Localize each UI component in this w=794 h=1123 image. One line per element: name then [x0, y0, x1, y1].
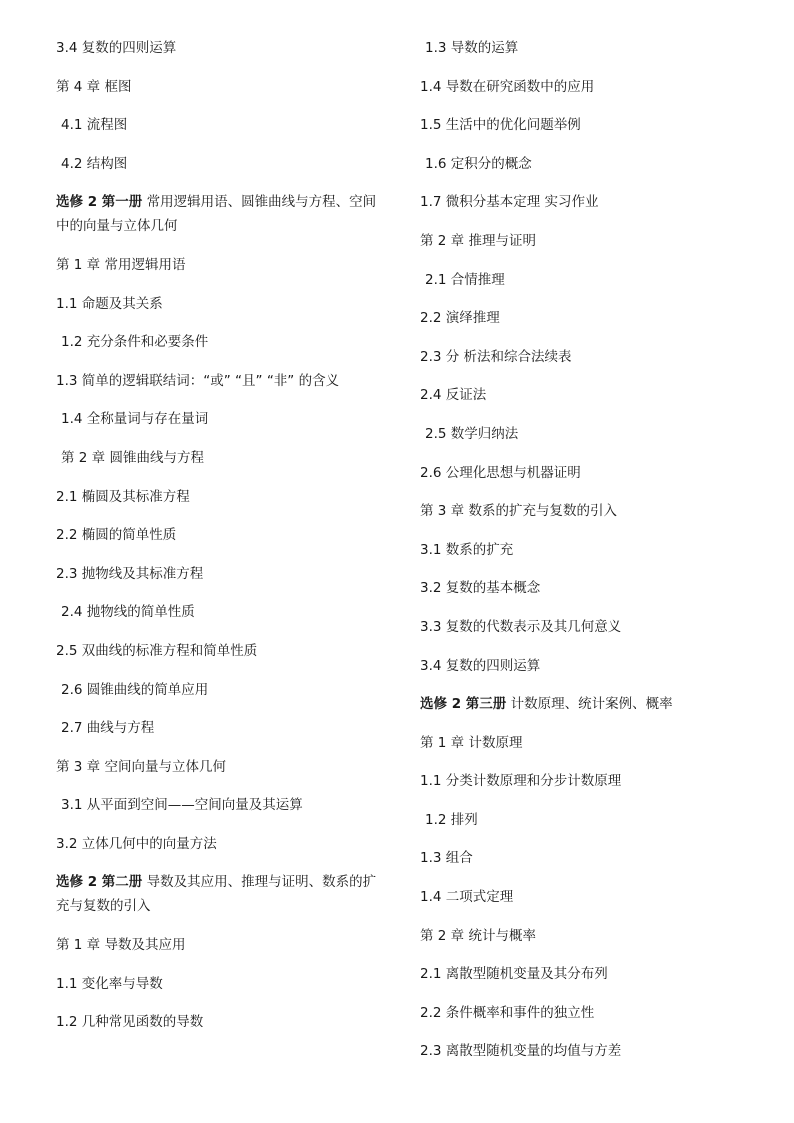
toc-entry-text: 2.6 公理化思想与机器证明: [420, 464, 581, 481]
toc-entry-text: 3.2 复数的基本概念: [420, 580, 541, 597]
toc-entry-text: 第 1 章 常用逻辑用语: [56, 256, 186, 273]
section-heading: [56, 870, 386, 918]
section-heading-label: 选修 2 第一册: [56, 194, 143, 211]
toc-entry-text: 导数及其应用、推理与证明、数系的扩充与复数的引入: [56, 874, 377, 915]
toc-entry-text: 第 3 章 空间向量与立体几何: [56, 758, 226, 775]
toc-entry: [420, 190, 750, 214]
toc-entry: [56, 793, 386, 817]
toc-entry: [56, 446, 386, 470]
toc-entry: [420, 924, 750, 948]
toc-entry-text: 4.1 流程图: [61, 117, 128, 134]
toc-entry-text: 2.2 条件概率和事件的独立性: [420, 1004, 595, 1021]
toc-entry: [420, 846, 750, 870]
toc-entry-text: 1.3 导数的运算: [425, 40, 519, 56]
toc-entry: [420, 268, 750, 292]
toc-entry: [420, 229, 750, 253]
toc-entry-text: 3.1 数系的扩充: [420, 541, 514, 558]
toc-entry: [420, 769, 750, 793]
toc-entry: [420, 615, 750, 639]
toc-entry: [56, 36, 386, 60]
toc-entry-text: 2.3 离散型随机变量的均值与方差: [420, 1043, 622, 1060]
toc-entry-text: 1.3 组合: [420, 850, 473, 867]
toc-entry: [56, 562, 386, 586]
toc-entry: [420, 808, 750, 832]
toc-entry: [420, 113, 750, 137]
toc-entry-text: 1.6 定积分的概念: [425, 155, 532, 172]
toc-entry-text: 2.1 合情推理: [425, 271, 505, 288]
toc-entry: [56, 113, 386, 137]
toc-entry: [420, 654, 750, 678]
toc-entry-text: 第 3 章 数系的扩充与复数的引入: [420, 503, 617, 520]
toc-entry: [56, 292, 386, 316]
toc-entry-text: 1.2 充分条件和必要条件: [61, 334, 209, 351]
toc-entry-text: 1.4 二项式定理: [420, 889, 514, 906]
toc-entry: [56, 639, 386, 663]
toc-entry-text: 3.4 复数的四则运算: [56, 40, 177, 56]
toc-entry: [420, 962, 750, 986]
toc-entry: [56, 678, 386, 702]
toc-entry-text: 1.4 全称量词与存在量词: [61, 411, 209, 428]
toc-entry-text: 2.1 椭圆及其标准方程: [56, 488, 190, 505]
toc-entry-text: 2.4 抛物线的简单性质: [61, 604, 195, 621]
toc-entry-text: 1.5 生活中的优化问题举例: [420, 117, 581, 134]
toc-entry: [420, 731, 750, 755]
right-column: [420, 36, 750, 1078]
section-heading: [56, 190, 386, 238]
toc-entry: [420, 576, 750, 600]
section-heading: [420, 692, 750, 716]
toc-entry-text: 1.1 分类计数原理和分步计数原理: [420, 773, 622, 790]
toc-entry: [420, 461, 750, 485]
toc-entry: [56, 600, 386, 624]
toc-entry-text: 1.3 简单的逻辑联结词：“或” “且” “非” 的含义: [56, 372, 340, 389]
toc-entry-text: 第 4 章 框图: [56, 78, 132, 95]
toc-entry: [420, 306, 750, 330]
toc-entry: [420, 885, 750, 909]
toc-entry: [420, 1001, 750, 1025]
toc-entry: [56, 933, 386, 957]
toc-entry-text: 1.2 排列: [425, 811, 478, 828]
toc-entry: [420, 422, 750, 446]
toc-entry-text: 3.1 从平面到空间——空间向量及其运算: [61, 797, 303, 814]
toc-entry-text: 第 2 章 推理与证明: [420, 232, 536, 249]
toc-entry-text: 3.3 复数的代数表示及其几何意义: [420, 618, 622, 635]
toc-entry: [56, 755, 386, 779]
toc-entry: [56, 330, 386, 354]
left-column: [56, 36, 386, 1049]
toc-entry: [420, 383, 750, 407]
toc-entry-text: 2.4 反证法: [420, 387, 487, 404]
toc-entry: [420, 499, 750, 523]
toc-entry-text: 1.1 变化率与导数: [56, 975, 163, 992]
toc-entry-text: 1.4 导数在研究函数中的应用: [420, 78, 595, 95]
toc-entry: [56, 716, 386, 740]
toc-entry-text: 2.2 演绎推理: [420, 310, 500, 327]
toc-entry-text: 第 2 章 统计与概率: [420, 927, 536, 944]
toc-entry: [56, 485, 386, 509]
toc-entry-text: 2.6 圆锥曲线的简单应用: [61, 681, 209, 698]
toc-entry-text: 第 1 章 计数原理: [420, 734, 523, 751]
toc-entry-text: 2.1 离散型随机变量及其分布列: [420, 966, 608, 983]
section-heading-label: 选修 2 第三册: [420, 696, 507, 713]
toc-entry: [56, 152, 386, 176]
toc-entry-text: 2.7 曲线与方程: [61, 720, 155, 737]
toc-entry: [56, 832, 386, 856]
toc-entry-text: 2.3 分 析法和综合法续表: [420, 348, 572, 365]
toc-entry-text: 1.2 几种常见函数的导数: [56, 1014, 204, 1031]
toc-entry-text: 2.5 数学归纳法: [425, 425, 519, 442]
toc-entry-text: 常用逻辑用语、圆锥曲线与方程、空间中的向量与立体几何: [56, 194, 377, 235]
toc-entry-text: 4.2 结构图: [61, 155, 128, 172]
toc-entry: [56, 523, 386, 547]
toc-entry-text: 3.4 复数的四则运算: [420, 657, 541, 674]
toc-entry-text: 第 2 章 圆锥曲线与方程: [61, 449, 204, 466]
toc-entry: [420, 345, 750, 369]
toc-entry: [420, 538, 750, 562]
toc-entry-text: 2.2 椭圆的简单性质: [56, 527, 177, 544]
toc-entry-text: 2.3 抛物线及其标准方程: [56, 565, 204, 582]
toc-entry: [56, 407, 386, 431]
toc-entry: [56, 75, 386, 99]
toc-entry-text: 计数原理、统计案例、概率: [506, 696, 673, 713]
toc-entry: [56, 1010, 386, 1034]
toc-entry: [56, 972, 386, 996]
toc-entry-text: 第 1 章 导数及其应用: [56, 937, 186, 954]
toc-entry-text: 2.5 双曲线的标准方程和简单性质: [56, 642, 258, 659]
toc-entry: [56, 253, 386, 277]
toc-entry-text: 3.2 立体几何中的向量方法: [56, 835, 217, 852]
toc-entry: [420, 36, 750, 60]
section-heading-label: 选修 2 第二册: [56, 874, 143, 891]
toc-entry: [420, 152, 750, 176]
toc-entry: [420, 1039, 750, 1063]
toc-entry: [420, 75, 750, 99]
toc-entry-text: 1.7 微积分基本定理 实习作业: [420, 194, 599, 211]
toc-entry-text: 1.1 命题及其关系: [56, 295, 163, 312]
toc-entry: [56, 369, 386, 393]
